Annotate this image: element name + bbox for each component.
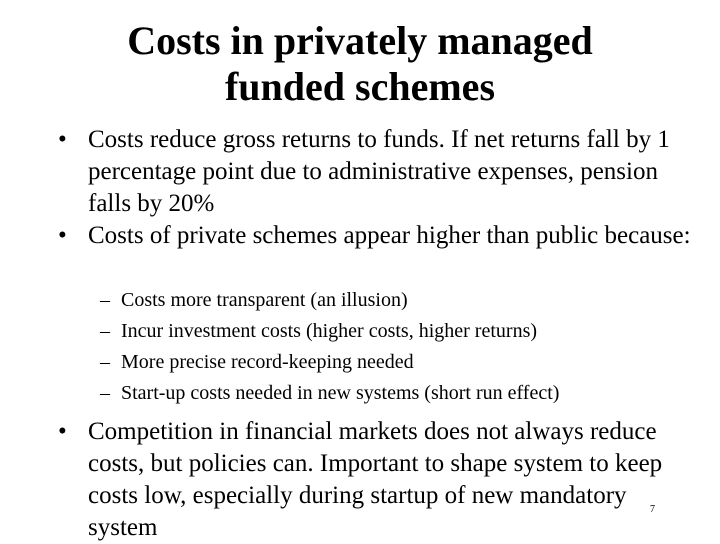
bullet-text: Competition in financial markets does not always reduce costs, but policies can. Important to shape system to keep costs low, especially during startup of new mandatory system <box>88 418 663 541</box>
dash-icon: – <box>100 289 110 311</box>
sub-bullet-item <box>100 381 690 405</box>
bullet-item <box>58 220 698 252</box>
slide-title <box>60 18 660 110</box>
bullet-dot-icon: • <box>58 222 67 249</box>
dash-icon: – <box>100 320 110 342</box>
sub-bullet-text: Incur investment costs (higher costs, higher returns) <box>121 320 538 342</box>
sub-bullet-text: More precise record-keeping needed <box>121 351 414 373</box>
sub-bullet-text: Start-up costs needed in new systems (short run effect) <box>121 382 560 404</box>
sub-bullet-item <box>100 288 690 312</box>
page-number: 7 <box>650 504 655 515</box>
sub-bullet-text: Costs more transparent (an illusion) <box>121 289 408 311</box>
slide-title-line-1: Costs in privately managed <box>127 18 593 63</box>
sub-bullet-item <box>100 350 690 374</box>
sub-bullet-item <box>100 319 690 343</box>
bullet-dot-icon: • <box>58 126 67 153</box>
bullet-item <box>58 416 698 544</box>
slide-title-line-2: funded schemes <box>224 64 496 109</box>
bullet-text: Costs reduce gross returns to funds. If net returns fall by 1 percentage point due to administrative expenses, pension falls by 20% <box>88 126 670 217</box>
bullet-text: Costs of private schemes appear higher than public because: <box>88 222 691 249</box>
bullet-item <box>58 124 698 220</box>
bullet-dot-icon: • <box>58 418 67 445</box>
dash-icon: – <box>100 351 110 373</box>
dash-icon: – <box>100 382 110 404</box>
